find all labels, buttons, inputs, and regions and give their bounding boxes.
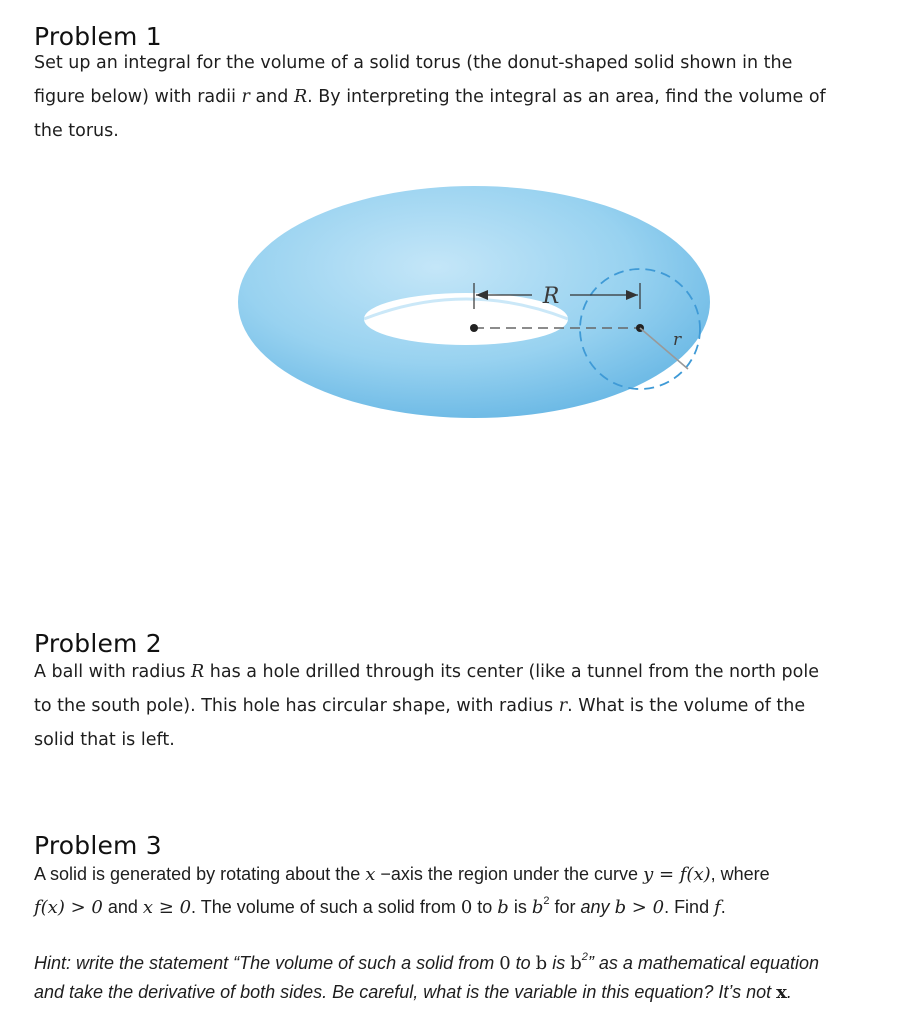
exponent: 2 xyxy=(581,951,588,963)
text-run: for xyxy=(549,897,581,917)
var-b: b xyxy=(531,897,544,918)
problem-1-text xyxy=(34,46,894,148)
text-run: Hint: write the statement “The volume of such a solid from xyxy=(34,953,500,973)
text-run: is xyxy=(547,953,571,973)
problem-3-line-1 xyxy=(34,858,894,891)
text-run: . By interpreting the integral as an area, find the volume of xyxy=(307,87,826,107)
var-R: R xyxy=(191,662,205,682)
problem-1-heading: Problem 1 xyxy=(34,22,162,51)
problem-1-line-3: the torus. xyxy=(34,121,119,141)
text-run: to xyxy=(472,897,498,917)
var-b: b xyxy=(535,953,548,974)
num-zero: 0 xyxy=(460,897,473,918)
text-run: −axis the region under the curve xyxy=(375,864,644,884)
problem-2-text xyxy=(34,655,894,757)
torus-hole xyxy=(364,293,568,345)
inequality-x: x ≥ 0 xyxy=(142,897,192,918)
text-run: and take the derivative of both sides. Be careful, what is the variable in this equation? It’s not xyxy=(34,982,777,1002)
text-run: and xyxy=(102,897,143,917)
problem-2-line-3: solid that is left. xyxy=(34,730,175,750)
exponent: 2 xyxy=(543,895,550,907)
problem-1-line-2 xyxy=(34,80,894,114)
text-run: has a hole drilled through its center (like a tunnel from the north pole xyxy=(204,662,819,682)
problem-2-heading: Problem 2 xyxy=(34,629,162,658)
torus-figure xyxy=(230,175,720,435)
text-run-italic: any xyxy=(580,897,610,917)
text-run: . Find xyxy=(664,897,715,917)
var-x: x xyxy=(776,982,787,1003)
text-run: . xyxy=(786,982,792,1002)
problem-2-line-2 xyxy=(34,689,894,723)
text-run: to xyxy=(510,953,536,973)
hint-line-1 xyxy=(34,949,894,978)
var-r: r xyxy=(558,696,568,716)
var-x: x xyxy=(365,864,376,885)
text-run: to the south pole). This hole has circular shape, with radius xyxy=(34,696,559,716)
problem-3-text xyxy=(34,858,894,924)
text-run: . The volume of such a solid from xyxy=(191,897,461,917)
label-r: r xyxy=(673,330,682,350)
text-run: , where xyxy=(710,864,770,884)
problem-1-line-1: Set up an integral for the volume of a solid torus (the donut-shaped solid shown in the xyxy=(34,53,793,73)
text-run: figure below) with radii xyxy=(34,87,242,107)
problem-3-hint xyxy=(34,949,894,1007)
equation-y-fx: y = f(x) xyxy=(643,864,711,885)
problem-2-line-1 xyxy=(34,655,894,689)
var-r: r xyxy=(241,87,250,107)
text-run: is xyxy=(508,897,532,917)
text-run: . What is the volume of the xyxy=(567,696,806,716)
var-R: R xyxy=(293,87,308,107)
var-f: f xyxy=(714,897,721,918)
inequality-b: b > 0 xyxy=(614,897,665,918)
label-R: R xyxy=(542,284,560,309)
num-zero: 0 xyxy=(499,953,511,974)
torus-center-dot xyxy=(470,324,478,332)
problem-3-line-2 xyxy=(34,891,894,924)
text-run: . xyxy=(720,897,726,917)
problem-3-heading: Problem 3 xyxy=(34,831,162,860)
inequality-fx: f(x) > 0 xyxy=(34,897,103,918)
text-run: ” as a mathematical equation xyxy=(587,953,819,973)
hint-line-2 xyxy=(34,978,894,1007)
text-run: A ball with radius xyxy=(34,662,192,682)
text-run: and xyxy=(249,87,294,107)
var-b: b xyxy=(497,897,509,918)
var-b: b xyxy=(570,953,582,974)
text-run: A solid is generated by rotating about the xyxy=(34,864,366,884)
